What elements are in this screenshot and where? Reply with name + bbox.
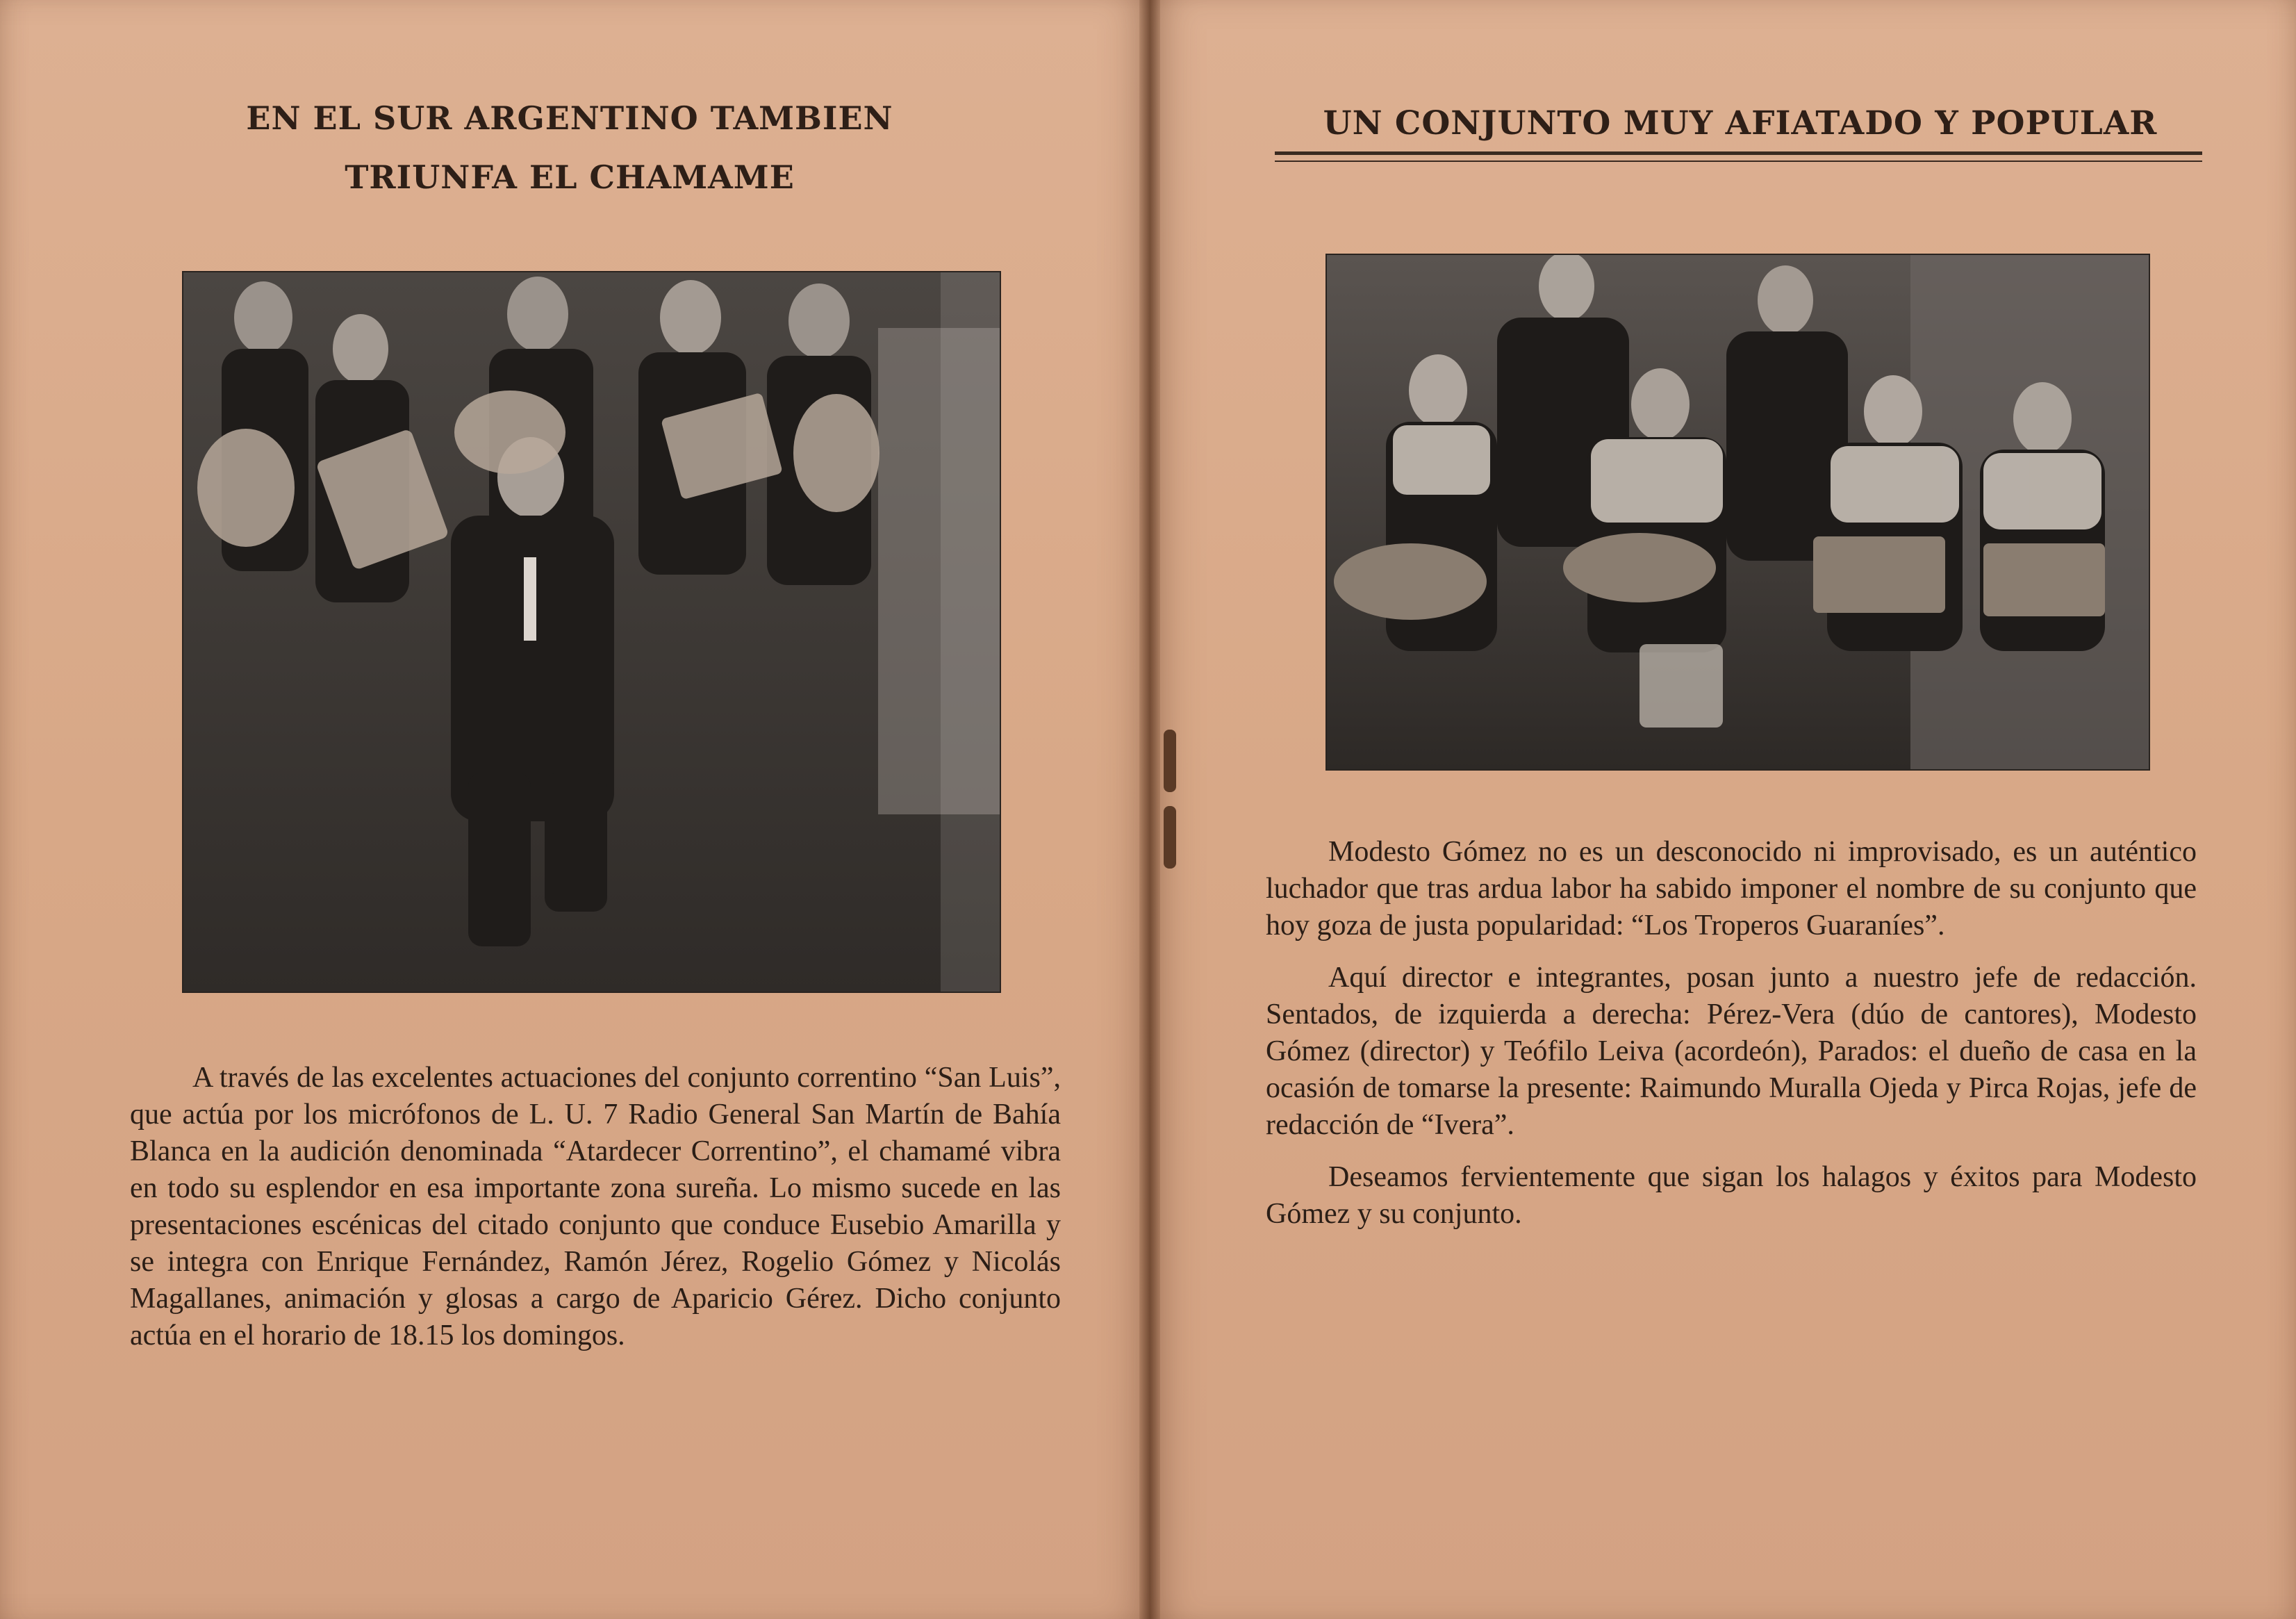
left-page-article	[130, 1060, 1061, 1364]
group-photo-icon	[1327, 255, 2149, 769]
binding-gutter	[1139, 0, 1160, 1619]
staple	[1164, 806, 1176, 869]
right-page-photo	[1325, 254, 2150, 771]
right-page-title: UN CONJUNTO MUY AFIATADO Y POPULAR	[1323, 104, 2158, 142]
title-rule-thin	[1275, 161, 2202, 162]
paragraph: Deseamos fervientemente que sigan los halagos y éxitos para Modesto Gómez y su conjunto.	[1266, 1161, 2197, 1230]
paragraph: Modesto Gómez no es un desconocido ni improvisado, es un auténtico luchador que tras ardua labor ha sabido imponer el nombre de su conjunto que hoy goza de justa popularidad: “Los Troperos Guaraníes”.	[1266, 836, 2197, 942]
left-page-title: EN EL SUR ARGENTINO TAMBIEN TRIUNFA EL CHAMAME	[246, 99, 893, 196]
paragraph: Aquí director e integrantes, posan junto a nuestro jefe de redacción. Sentados, de izquierda a derecha: Pérez-Vera (dúo de cantores), Modesto Gómez (director) y Teófilo Leiva (acordeón), Parados: el dueño de casa en la ocasión de tomarse la presente: Raimundo Muralla Ojeda y Pirca Rojas, jefe de redacción de “Ivera”.	[1266, 962, 2197, 1141]
paragraph: A través de las excelentes actuaciones del conjunto correntino “San Luis”, que actúa por los micrófonos de L. U. 7 Radio General San Martín de Bahía Blanca en la audición denominada “Atardecer Correntino”, el chamamé vibra en todo su esplendor en esa importante zona sureña. Lo mismo sucede en las presentaciones escénicas del citado conjunto que conduce Eusebio Amarilla y se integra con Enrique Fernández, Ramón Jérez, Rogelio Gómez y Nicolás Magallanes, animación y glosas a cargo de Aparicio Gérez. Dicho conjunto actúa en el horario de 18.15 los domingos.	[130, 1062, 1061, 1351]
staple	[1164, 730, 1176, 792]
right-page	[1150, 0, 2296, 1619]
group-photo-icon	[183, 272, 1000, 992]
right-page-article	[1266, 834, 2197, 1248]
left-page-photo	[182, 271, 1001, 993]
title-rule-thick	[1275, 151, 2202, 155]
